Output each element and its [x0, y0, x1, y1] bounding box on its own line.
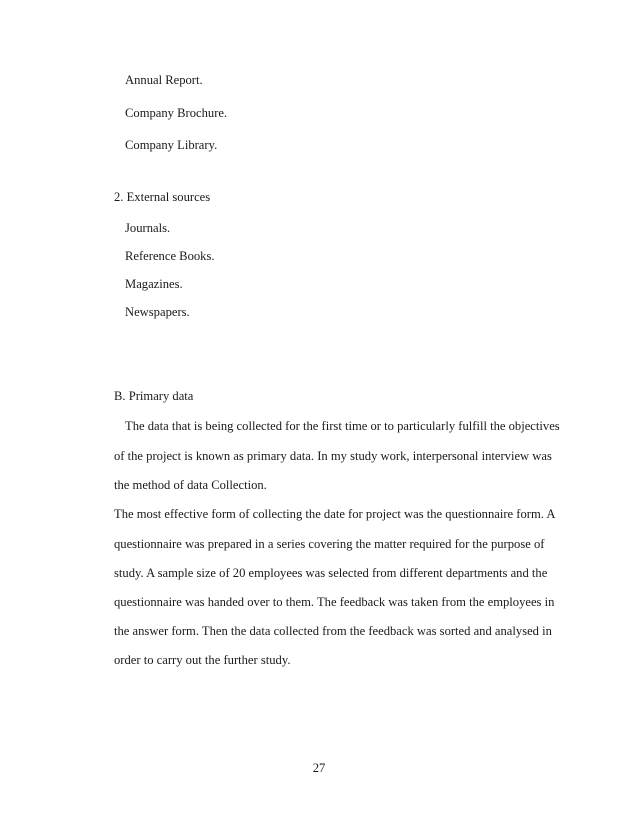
internal-source-item: Company Brochure. [125, 106, 228, 120]
external-source-item: Journals. [125, 221, 171, 235]
paragraph-line: The most effective form of collecting the date for project was the questionnaire form. A [114, 507, 556, 521]
paragraph-line: The data that is being collected for the first time or to particularly fulfill the objectives [125, 419, 560, 433]
external-source-item: Newspapers. [125, 305, 190, 319]
paragraph-line: of the project is known as primary data. In my study work, interpersonal interview was [114, 449, 552, 463]
primary-data-heading: B. Primary data [114, 389, 194, 403]
paragraph-line: order to carry out the further study. [114, 653, 291, 667]
external-source-item: Reference Books. [125, 249, 215, 263]
paragraph-line: the answer form. Then the data collected from the feedback was sorted and analysed in [114, 624, 552, 638]
paragraph-line: the method of data Collection. [114, 478, 267, 492]
internal-source-item: Company Library. [125, 138, 218, 152]
internal-source-item: Annual Report. [125, 73, 203, 87]
paragraph-line: questionnaire was handed over to them. The feedback was taken from the employees in [114, 595, 555, 609]
external-sources-heading: 2. External sources [114, 190, 211, 204]
paragraph-line: questionnaire was prepared in a series covering the matter required for the purpose of [114, 537, 545, 551]
page-number: 27 [312, 761, 326, 775]
external-source-item: Magazines. [125, 277, 183, 291]
paragraph-line: study. A sample size of 20 employees was selected from different departments and the [114, 566, 548, 580]
